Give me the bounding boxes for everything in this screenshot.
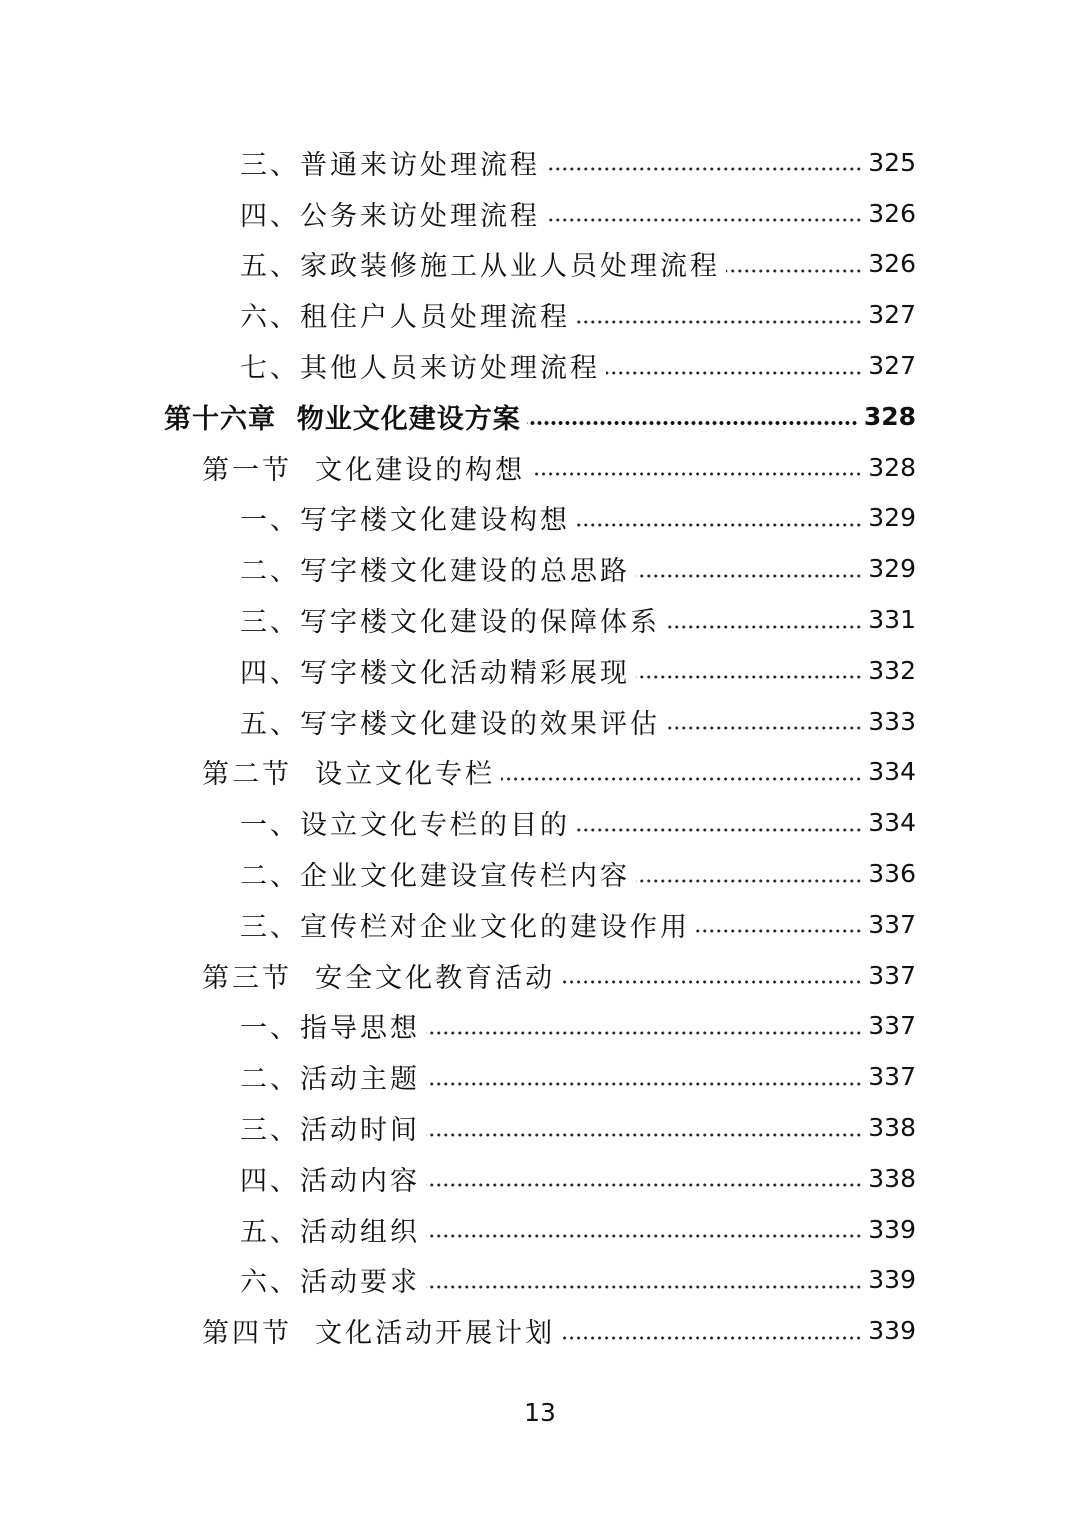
toc-entry-page: 326 xyxy=(868,198,916,228)
toc-entry-page: 338 xyxy=(868,1113,916,1143)
toc-entry-number: 四、 xyxy=(240,200,300,232)
toc-entry-title xyxy=(240,854,630,893)
dot-leader xyxy=(666,726,862,730)
toc-entry-page: 332 xyxy=(868,655,916,685)
toc-entry-title xyxy=(202,448,525,487)
toc-entry-page: 337 xyxy=(868,1062,916,1092)
dot-leader xyxy=(576,523,862,527)
toc-entry[interactable] xyxy=(0,848,1080,899)
toc-entry-number: 五、 xyxy=(240,251,300,283)
toc-entry[interactable] xyxy=(0,188,1080,239)
toc-entry-title xyxy=(240,651,630,690)
toc-entry-page: 337 xyxy=(868,960,916,990)
toc-entry-title xyxy=(240,295,570,334)
toc-entry-text: 活动要求 xyxy=(300,1267,420,1299)
toc-entry-text: 安全文化教育活动 xyxy=(315,962,556,994)
toc-entry-number: 三、 xyxy=(240,149,300,181)
toc-entry-text: 宣传栏对企业文化的建设作用 xyxy=(300,911,690,943)
toc-entry-number: 第十六章 xyxy=(164,403,297,435)
toc-entry-page: 339 xyxy=(868,1316,916,1346)
toc-entry-text: 写字楼文化建设构想 xyxy=(300,505,570,537)
toc-entry-title xyxy=(240,549,630,588)
toc-entry-title xyxy=(240,498,570,537)
dot-leader xyxy=(636,675,862,679)
dot-leader xyxy=(726,269,862,273)
toc-entry[interactable] xyxy=(0,493,1080,544)
toc-entry-text: 活动主题 xyxy=(300,1064,420,1096)
toc-entry-page: 329 xyxy=(868,503,916,533)
toc-entry-title xyxy=(240,803,570,842)
dot-leader xyxy=(561,980,862,984)
toc-entry-text: 活动时间 xyxy=(300,1115,420,1147)
toc-entry[interactable] xyxy=(0,645,1080,696)
toc-entry-number: 五、 xyxy=(240,708,300,740)
toc-entry[interactable] xyxy=(0,1102,1080,1153)
toc-entry-title xyxy=(240,905,690,944)
dot-leader xyxy=(696,929,862,933)
toc-entry-text: 写字楼文化建设的保障体系 xyxy=(300,607,660,639)
toc-entry-title xyxy=(240,1260,420,1299)
toc-entry-number: 四、 xyxy=(240,657,300,689)
toc-entry-text: 活动内容 xyxy=(300,1165,420,1197)
toc-entry-text: 家政装修施工从业人员处理流程 xyxy=(300,251,720,283)
toc-entry[interactable] xyxy=(0,696,1080,747)
toc-entry-title xyxy=(240,600,660,639)
toc-entry-title xyxy=(240,194,540,233)
toc-entry-number: 二、 xyxy=(240,1064,300,1096)
dot-leader xyxy=(426,1133,862,1137)
toc-entry[interactable] xyxy=(0,1001,1080,1052)
toc-entry-page: 333 xyxy=(868,706,916,736)
dot-leader xyxy=(426,1285,862,1289)
toc-entry-text: 写字楼文化活动精彩展现 xyxy=(300,657,630,689)
toc-entry-number: 第四节 xyxy=(202,1318,316,1350)
toc-entry-number: 六、 xyxy=(240,1267,300,1299)
toc-entry-text: 写字楼文化建设的总思路 xyxy=(300,556,630,588)
dot-leader xyxy=(546,218,862,222)
toc-entry-page: 337 xyxy=(868,909,916,939)
toc-entry[interactable] xyxy=(0,1051,1080,1102)
toc-entry-title xyxy=(240,1057,420,1096)
toc-entry[interactable] xyxy=(0,1255,1080,1306)
dot-leader xyxy=(561,1336,862,1340)
toc-entry-number: 二、 xyxy=(240,556,300,588)
dot-leader xyxy=(531,472,862,476)
toc-entry-number: 二、 xyxy=(240,861,300,893)
toc-entry-page: 339 xyxy=(868,1265,916,1295)
toc-entry[interactable] xyxy=(0,239,1080,290)
toc-entry-page: 325 xyxy=(868,147,916,177)
toc-entry[interactable] xyxy=(0,797,1080,848)
toc-entry-text: 公务来访处理流程 xyxy=(300,200,540,232)
toc-section-entry[interactable] xyxy=(0,442,1080,493)
toc-entry-page: 327 xyxy=(868,351,916,381)
toc-section-entry[interactable] xyxy=(0,950,1080,1001)
dot-leader xyxy=(576,828,862,832)
dot-leader xyxy=(576,320,862,324)
toc-entry[interactable] xyxy=(0,137,1080,188)
toc-entry-page: 328 xyxy=(868,452,916,482)
dot-leader xyxy=(527,421,858,425)
toc-entry-text: 其他人员来访处理流程 xyxy=(300,353,600,385)
toc-entry-number: 七、 xyxy=(240,353,300,385)
toc-entry-title xyxy=(202,956,555,995)
toc-section-entry[interactable] xyxy=(0,1305,1080,1356)
toc-entry-text: 普通来访处理流程 xyxy=(300,149,540,181)
toc-entry-title xyxy=(164,397,521,436)
toc-entry[interactable] xyxy=(0,899,1080,950)
toc-entry-number: 第三节 xyxy=(202,962,316,994)
toc-entry-page: 329 xyxy=(868,554,916,584)
toc-entry-page: 328 xyxy=(863,401,916,431)
dot-leader xyxy=(426,1031,862,1035)
toc-chapter-entry[interactable] xyxy=(0,391,1080,442)
dot-leader xyxy=(426,1183,862,1187)
toc-entry-page: 326 xyxy=(868,249,916,279)
toc-section-entry[interactable] xyxy=(0,747,1080,798)
toc-entry-text: 租住户人员处理流程 xyxy=(300,302,570,334)
dot-leader xyxy=(636,574,862,578)
toc-entry-title xyxy=(240,1210,420,1249)
toc-entry-title xyxy=(240,244,720,283)
toc-entry[interactable] xyxy=(0,543,1080,594)
dot-leader xyxy=(606,371,862,375)
toc-entry-page: 336 xyxy=(868,859,916,889)
toc-entry-number: 三、 xyxy=(240,607,300,639)
toc-entry-number: 三、 xyxy=(240,1115,300,1147)
toc-entry[interactable] xyxy=(0,289,1080,340)
toc-entry[interactable] xyxy=(0,340,1080,391)
dot-leader xyxy=(426,1234,862,1238)
toc-entry[interactable] xyxy=(0,594,1080,645)
dot-leader xyxy=(426,1082,862,1086)
toc-entry-number: 一、 xyxy=(240,810,300,842)
toc-entry-title xyxy=(240,702,660,741)
toc-entry-text: 设立文化专栏 xyxy=(315,759,496,791)
toc-entry-text: 文化活动开展计划 xyxy=(315,1318,556,1350)
dot-leader xyxy=(636,879,862,883)
toc-entry-number: 一、 xyxy=(240,505,300,537)
toc-entry-text: 文化建设的构想 xyxy=(315,454,526,486)
toc-entry-page: 339 xyxy=(868,1214,916,1244)
toc-entry-text: 物业文化建设方案 xyxy=(296,403,521,435)
toc-entry-text: 活动组织 xyxy=(300,1216,420,1248)
toc-entry-number: 四、 xyxy=(240,1165,300,1197)
toc-entry-page: 334 xyxy=(868,808,916,838)
dot-leader xyxy=(501,777,862,781)
toc-entry-text: 指导思想 xyxy=(300,1013,420,1045)
toc-entry-number: 五、 xyxy=(240,1216,300,1248)
toc-entry-number: 第一节 xyxy=(202,454,316,486)
toc-entry-text: 企业文化建设宣传栏内容 xyxy=(300,861,630,893)
toc-entry-page: 334 xyxy=(868,757,916,787)
toc-entry-title xyxy=(240,1159,420,1198)
toc-entry-title xyxy=(240,1108,420,1147)
toc-entry-title xyxy=(240,143,540,182)
toc-entry-title xyxy=(202,752,495,791)
table-of-contents xyxy=(0,137,1080,1356)
toc-entry-page: 331 xyxy=(868,605,916,635)
toc-entry-number: 三、 xyxy=(240,911,300,943)
toc-entry-title xyxy=(202,1311,555,1350)
toc-entry-text: 写字楼文化建设的效果评估 xyxy=(300,708,660,740)
toc-entry-number: 六、 xyxy=(240,302,300,334)
dot-leader xyxy=(666,625,862,629)
page-number: 13 xyxy=(524,1398,556,1427)
toc-entry-number: 第二节 xyxy=(202,759,316,791)
toc-entry[interactable] xyxy=(0,1204,1080,1255)
toc-entry-page: 327 xyxy=(868,300,916,330)
toc-entry[interactable] xyxy=(0,1153,1080,1204)
toc-entry-number: 一、 xyxy=(240,1013,300,1045)
toc-entry-title xyxy=(240,346,600,385)
toc-entry-page: 337 xyxy=(868,1011,916,1041)
toc-entry-title xyxy=(240,1006,420,1045)
toc-entry-page: 338 xyxy=(868,1163,916,1193)
dot-leader xyxy=(546,167,862,171)
toc-entry-text: 设立文化专栏的目的 xyxy=(300,810,570,842)
